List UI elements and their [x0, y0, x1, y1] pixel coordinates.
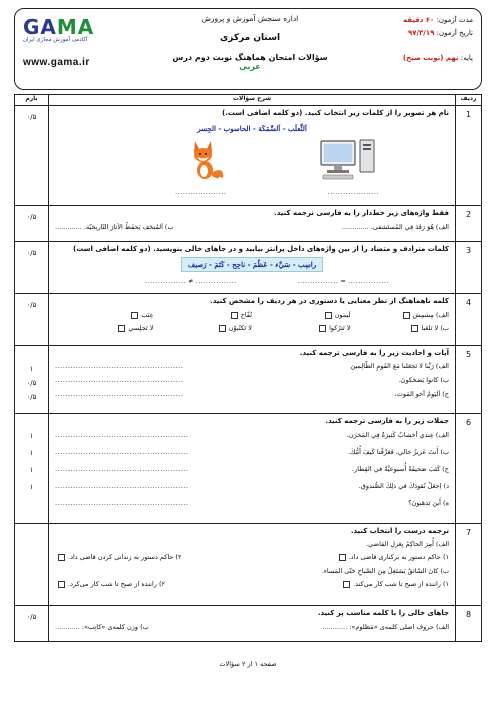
question-body: [49, 242, 456, 294]
question-score: ۰/۵: [15, 106, 49, 206]
logo-block: [23, 15, 143, 68]
question-title: جاهای خالی را با کلمه مناسب پر کنید.: [317, 609, 449, 617]
question-row: [15, 524, 482, 606]
answer-line[interactable]: ..................................................: [55, 362, 184, 370]
option-row-b: [55, 323, 449, 334]
score-part: ۱: [29, 432, 34, 440]
score-part: ۱: [29, 466, 34, 474]
checkbox-icon[interactable]: [219, 325, 226, 332]
question-score: [15, 414, 49, 524]
option[interactable]: تُفّاح: [154, 310, 253, 321]
question-number: 1: [456, 106, 482, 206]
question-title: ترجمه درست را انتخاب کنید.: [350, 527, 449, 535]
grade-value: نهم (نوبت صبح): [402, 54, 459, 62]
checkbox-icon[interactable]: [325, 312, 332, 319]
question-number: 7: [456, 524, 482, 606]
question-title: کلمه ناهماهنگ از نظر معنایی یا دستوری در هر ردیف را مشخص کنید.: [210, 297, 449, 305]
col-score: بارم: [15, 95, 49, 106]
col-row: ردیف: [456, 95, 482, 106]
option[interactable]: لا تَجلِسي: [55, 323, 154, 334]
question-row: [15, 242, 482, 294]
question-row: [15, 206, 482, 242]
fox-icon: [185, 135, 229, 181]
grade-label: پایه:: [460, 54, 473, 62]
question-number: 2: [456, 206, 482, 242]
answer-blank[interactable]: ....................: [175, 188, 227, 196]
checkbox-icon[interactable]: [319, 325, 326, 332]
question-title: جملات زیر را به فارسی ترجمه کنید.: [325, 417, 449, 425]
option[interactable]: لا تَكتُبوْن: [154, 323, 253, 334]
exam-date: [338, 27, 473, 40]
exam-sheet: [14, 8, 482, 642]
questions-table: [14, 94, 482, 642]
question-score: ۰/۵: [15, 206, 49, 242]
table-header-row: [15, 95, 482, 106]
score-part: ۰/۵: [26, 393, 37, 401]
synonym-pair: [297, 276, 389, 287]
answer-line[interactable]: ....................................................: [55, 431, 189, 439]
option[interactable]: الف) مِشمِش: [351, 310, 450, 321]
score-part: ۱: [29, 449, 34, 457]
sentence: ب) كانوا يَضحَكونَ.: [398, 376, 449, 384]
answer-line[interactable]: ....................................................: [55, 465, 189, 473]
question-row: [15, 606, 482, 642]
question-body: [49, 346, 456, 414]
subject-name: عربی: [239, 62, 261, 71]
checkbox-icon[interactable]: [339, 554, 346, 561]
question-row: [15, 106, 482, 206]
exam-title-text: سؤالات امتحان هماهنگ نوبت دوم درس: [172, 53, 328, 62]
checkbox-icon[interactable]: [118, 325, 125, 332]
col-desc: شرح سؤالات: [49, 95, 456, 106]
site-url[interactable]: www.gama.ir: [23, 57, 90, 68]
sentence: ب) أَنتَ عَزيزٌ خالي، فَعَرِّفْنا كَيفَ أُمُّكَ.: [348, 448, 449, 456]
sentence: ه) أَينَ تَذهَبونَ؟: [408, 499, 449, 507]
computer-icon: [319, 137, 379, 183]
question-score: [15, 346, 49, 414]
question-score: ۰/۵: [15, 242, 49, 294]
question-number: 6: [456, 414, 482, 524]
choice[interactable]: ۱) حاکم دستور به برکناری قاضی داد.: [336, 552, 449, 563]
question-body: [49, 206, 456, 242]
question-body: [49, 414, 456, 524]
question-number: 3: [456, 242, 482, 294]
checkbox-icon[interactable]: [58, 554, 65, 561]
question-score: [15, 524, 49, 606]
question-body: [49, 106, 456, 206]
answer-blank[interactable]: ................: [347, 277, 389, 285]
question-title: آیات و احادیث زیر را به فارسی ترجمه کنید.: [299, 349, 449, 357]
question-row: [15, 294, 482, 346]
logo-subtitle: آکادمی آموزش مجازی ایران: [23, 37, 88, 43]
checkbox-icon[interactable]: [231, 312, 238, 319]
page-footer: صفحه ۱ از ۲ سؤالات: [219, 660, 277, 668]
option-row-a: [55, 310, 449, 321]
answer-line[interactable]: ....................................................: [55, 448, 189, 456]
date-label: تاریخ آزمون:: [436, 29, 473, 37]
choice[interactable]: ۱) راننده از صبح تا شب کار می‌کند.: [340, 579, 449, 590]
sentence-b: ب) كانَ السّائقُ يَشتَغِلُ مِنَ الصَّباحِ حَتّى المَساء.: [321, 567, 449, 575]
answer-blank[interactable]: ................: [145, 277, 187, 285]
question-score: ۰/۵: [15, 294, 49, 346]
checkbox-icon[interactable]: [131, 312, 138, 319]
sentence: ج) كَتَبَ صَحيفَةً أُسبوعيَّةً في القِطار.: [352, 465, 449, 473]
option[interactable]: عِنَب: [55, 310, 154, 321]
eq-sign: =: [340, 277, 346, 285]
question-row: [15, 346, 482, 414]
pictures: [55, 135, 449, 187]
answer-line[interactable]: ..................................................: [55, 376, 184, 384]
question-body: [49, 606, 456, 642]
sentence: الف) عِندي أخشابٌ كَثيرَةٌ فِي المَخزَن.: [346, 431, 449, 439]
question-number: 5: [456, 346, 482, 414]
sentence: ج) اَليَومُ أخو المَوت.: [394, 390, 449, 398]
duration: [338, 14, 473, 27]
checkbox-icon[interactable]: [58, 581, 65, 588]
fill-a: الف) حروف اصلی کلمه‌ی «مَظلوم»:: [349, 623, 449, 631]
option[interactable]: لَيمون: [252, 310, 351, 321]
answer-blank[interactable]: .............: [55, 223, 82, 231]
org-name: اداره سنجش آموزش و پرورش: [201, 14, 299, 23]
duration-value: ۶۰ دقیقه: [403, 16, 435, 24]
gama-logo: GAMA: [23, 15, 95, 39]
answer-line[interactable]: ....................................................: [55, 499, 189, 507]
word-bank: راسِب - سَيِّء - عَظُمَ - ناجِح - كَتَمَ - رَصيف: [181, 257, 323, 272]
province-name: استان مرکزی: [219, 33, 281, 43]
fill-b: ب) وزن کلمه‌ی «كاتِب»:: [81, 623, 149, 631]
option[interactable]: لا تَترُكوا: [252, 323, 351, 334]
word-bank: اَلثَّعلَب - اَلسَّمَكَة - الحاسوب - الجِسر: [197, 124, 307, 133]
question-row: [15, 414, 482, 524]
checkbox-icon[interactable]: [411, 325, 418, 332]
header-center: [165, 14, 335, 71]
neq-sign: ≠: [188, 277, 194, 285]
sentence-a: الف) أُمِرَ الحاكِمُ بِعَزلِ القاضي.: [366, 540, 449, 548]
sentence: الف) رَبَّنا لا تَجعَلنا مَعَ القَومِ الظّالِمينَ: [350, 362, 449, 370]
sentence: د) اِجعَلْ نُقودَكَ في ذلِكَ الصُّندوق.: [358, 482, 449, 490]
question-title: فقط واژه‌های زیر خط‌دار را به فارسی ترجمه کنید.: [274, 209, 449, 217]
option[interactable]: ب) لا تَلعَبا: [351, 323, 450, 334]
question-body: [49, 294, 456, 346]
exam-header: [14, 8, 482, 90]
answer-line[interactable]: ....................................................: [55, 482, 189, 490]
score-part: ۱: [29, 365, 34, 373]
answer-blank[interactable]: ................: [195, 277, 237, 285]
score-part: ۱: [29, 483, 34, 491]
question-number: 4: [456, 294, 482, 346]
date-value: ۹۷/۳/۱۹: [407, 29, 435, 37]
choice[interactable]: ۲) راننده از صبح تا شب کار می‌کرد.: [55, 579, 165, 590]
answer-blank[interactable]: ....................: [327, 188, 379, 196]
duration-label: مدت آزمون:: [436, 16, 473, 24]
answer-blank[interactable]: .............: [341, 223, 369, 231]
question-title: نام هر تصویر را از کلمات زیر انتخاب کنید. (دو کلمه اضافی است.): [222, 109, 449, 117]
answer-blank[interactable]: ............: [322, 623, 348, 631]
answer-line[interactable]: ..................................................: [55, 390, 184, 398]
exam-title: [165, 53, 335, 71]
checkbox-icon[interactable]: [403, 312, 410, 319]
answer-blank[interactable]: ................: [297, 277, 339, 285]
choice[interactable]: ۲) حاکم دستور به زندانی کردن قاضی داد.: [55, 552, 181, 563]
question-title: کلمات مترادف و متضاد را از بین واژه‌های داخل پرانتز بیابید و در جاهای خالی بنویسید. (دو کلمه اضافی است): [73, 245, 449, 253]
question-body: [49, 524, 456, 606]
score-part: ۰/۵: [26, 379, 37, 387]
checkbox-icon[interactable]: [343, 581, 350, 588]
antonym-pair: [145, 276, 237, 287]
question-number: 8: [456, 606, 482, 642]
answer-blank[interactable]: ............: [55, 623, 80, 631]
exam-meta: [338, 14, 473, 65]
sentence-a: الف) هُوَ رَقَدَ فِي المُستَشفى.: [370, 223, 449, 231]
grade: [338, 52, 473, 65]
sentence-b: ب) اَلمُتحَف يَحفَظُ الآثارَ التّاريخيّة.: [83, 223, 174, 231]
question-score: ۰/۵: [15, 606, 49, 642]
